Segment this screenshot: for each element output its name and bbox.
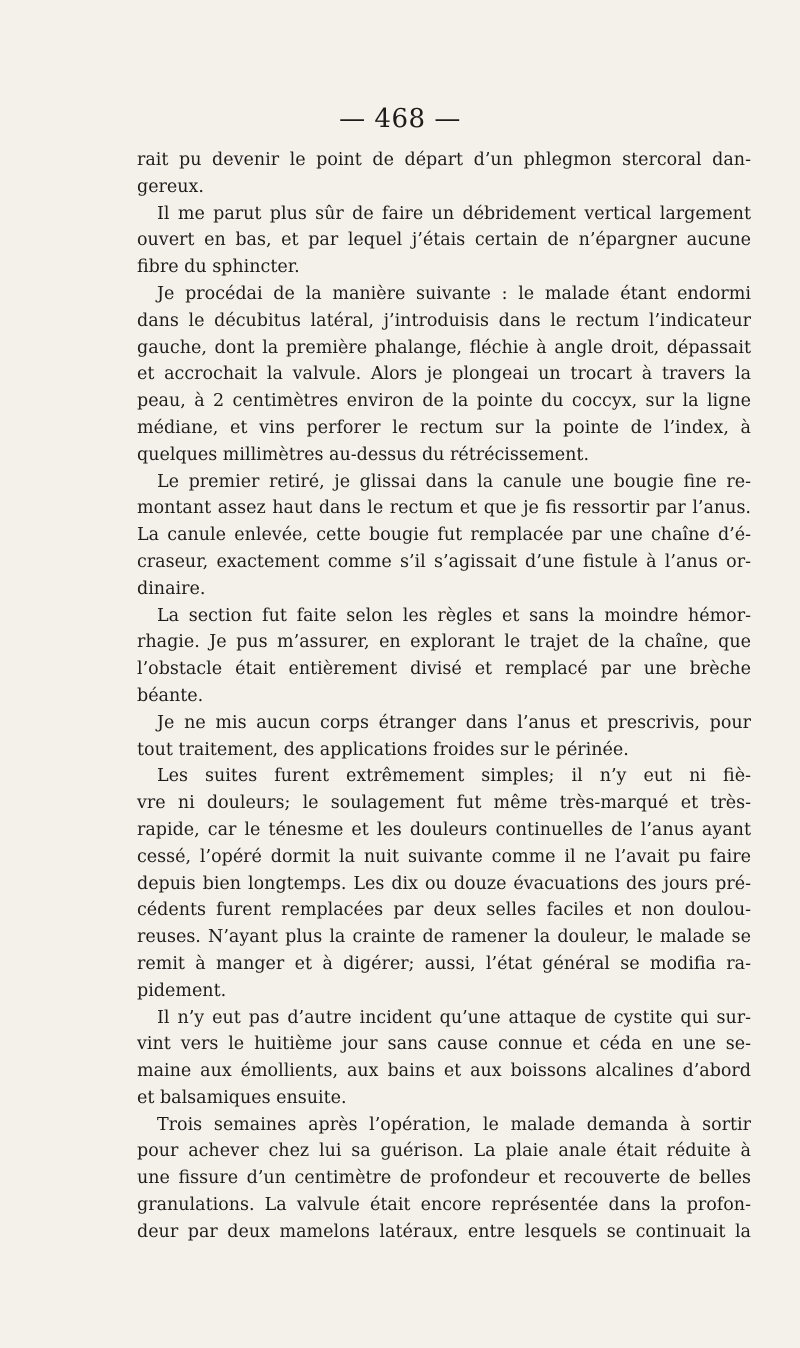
- paragraph: [137, 710, 751, 764]
- text-line: La canule enlevée, cette bougie fut remplacée par une chaîne d’é-: [137, 525, 751, 546]
- text-line: Les suites furent extrêmement simples; il n’y eut ni fiè-: [157, 766, 751, 787]
- text-line: et accrochait la valvule. Alors je plongeai un trocart à travers la: [137, 364, 751, 385]
- paragraph: [137, 1005, 751, 1112]
- text-line: tout traitement, des applications froides sur le périnée.: [137, 739, 629, 760]
- paragraph: [137, 281, 751, 469]
- text-line: craseur, exactement comme s’il s’agissait d’une fistule à l’anus or-: [137, 551, 751, 572]
- text-line: l’obstacle était entièrement divisé et remplacé par une brèche: [137, 659, 751, 680]
- text-line: béante.: [137, 685, 204, 706]
- paragraph: [137, 1112, 751, 1246]
- text-line: depuis bien longtemps. Les dix ou douze évacuations des jours pré-: [137, 873, 751, 894]
- text-line: Il me parut plus sûr de faire un débridement vertical largement: [157, 203, 751, 224]
- text-line: granulations. La valvule était encore représentée dans la profon-: [137, 1195, 751, 1216]
- text-line: cédents furent remplacées par deux selles faciles et non doulou-: [137, 900, 751, 921]
- text-line: vre ni douleurs; le soulagement fut même très-marqué et très-: [137, 793, 751, 814]
- text-line: gereux.: [137, 176, 204, 197]
- text-line: remit à manger et à digérer; aussi, l’état général se modifia ra-: [137, 953, 751, 974]
- text-line: gauche, dont la première phalange, fléchie à angle droit, dépassait: [137, 337, 751, 358]
- text-line: rhagie. Je pus m’assurer, en explorant le trajet de la chaîne, que: [137, 632, 751, 653]
- paragraph: [137, 201, 751, 281]
- text-line: dinaire.: [137, 578, 206, 599]
- text-line: une fissure d’un centimètre de profondeur et recouverte de belles: [137, 1168, 751, 1189]
- paragraph: [137, 603, 751, 710]
- text-line: La section fut faite selon les règles et sans la moindre hémor-: [157, 605, 751, 626]
- text-line: rait pu devenir le point de départ d’un phlegmon stercoral dan-: [137, 150, 751, 170]
- paragraph: [137, 469, 751, 603]
- paragraph: [137, 147, 751, 201]
- text-line: vint vers le huitième jour sans cause connue et céda en une se-: [137, 1034, 751, 1055]
- text-line: Trois semaines après l’opération, le malade demanda à sortir: [157, 1114, 751, 1135]
- text-line: ouvert en bas, et par lequel j’étais certain de n’épargner aucune: [137, 230, 751, 251]
- body-text: [137, 147, 751, 1246]
- text-line: maine aux émollients, aux bains et aux boissons alcalines d’abord: [137, 1061, 751, 1082]
- text-line: Il n’y eut pas d’autre incident qu’une attaque de cystite qui sur-: [157, 1007, 751, 1028]
- text-line: pidement.: [137, 980, 227, 1001]
- text-line: montant assez haut dans le rectum et que je fis ressortir par l’anus.: [137, 498, 751, 519]
- text-line: rapide, car le ténesme et les douleurs continuelles de l’anus ayant: [137, 819, 751, 840]
- text-line: fibre du sphincter.: [137, 257, 300, 278]
- text-line: quelques millimètres au-dessus du rétrécissement.: [137, 444, 590, 465]
- text-line: dans le décubitus latéral, j’introduisis dans le rectum l’indicateur: [137, 310, 751, 331]
- text-line: pour achever chez lui sa guérison. La plaie anale était réduite à: [137, 1141, 751, 1162]
- text-line: cessé, l’opéré dormit la nuit suivante comme il ne l’avait pu faire: [137, 846, 751, 867]
- paragraph: [137, 763, 751, 1004]
- text-line: deur par deux mamelons latéraux, entre lesquels se continuait la: [137, 1221, 751, 1242]
- text-line: Le premier retiré, je glissai dans la canule une bougie fine re-: [157, 471, 751, 492]
- text-line: médiane, et vins perforer le rectum sur la pointe de l’index, à: [137, 417, 751, 438]
- text-line: Je procédai de la manière suivante : le malade étant endormi: [157, 283, 751, 304]
- text-line: reuses. N’ayant plus la crainte de ramener la douleur, le malade se: [137, 927, 751, 948]
- text-line: Je ne mis aucun corps étranger dans l’anus et prescrivis, pour: [157, 712, 751, 733]
- text-line: peau, à 2 centimètres environ de la pointe du coccyx, sur la ligne: [137, 391, 751, 412]
- text-line: et balsamiques ensuite.: [137, 1087, 347, 1108]
- page-number: — 468 —: [339, 104, 461, 134]
